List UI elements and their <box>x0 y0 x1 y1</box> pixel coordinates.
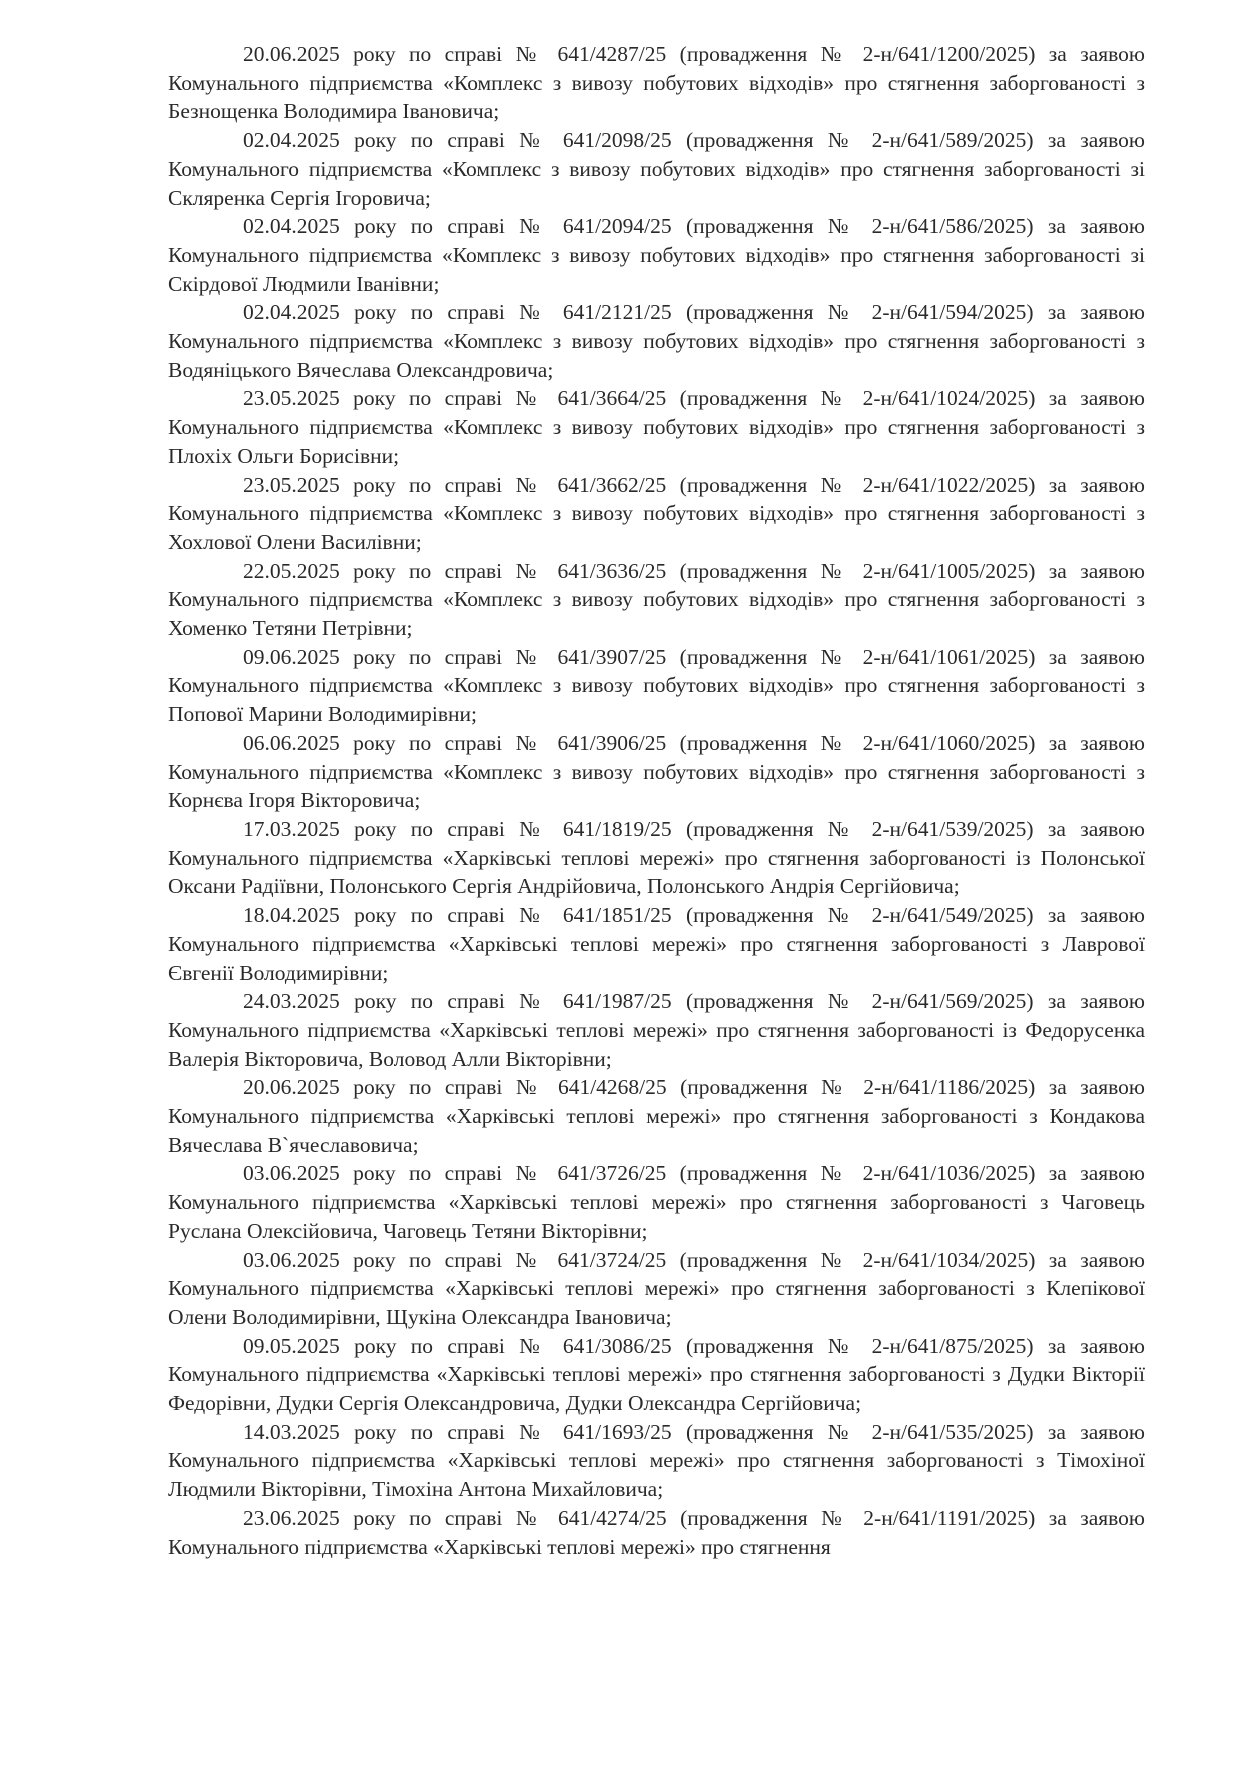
paragraph-12: 24.03.2025 року по справі № 641/1987/25 (провадження № 2-н/641/569/2025) за заявою Комунального підприємства «Харківські теплові мережі» про стягнення заборгованості із Федорусенка Валерія Вікторовича, Воловод Алли Вікторівни; <box>168 989 1145 1071</box>
paragraph-16: 09.05.2025 року по справі № 641/3086/25 (провадження № 2-н/641/875/2025) за заявою Комунального підприємства «Харківські теплові мережі» про стягнення заборгованості з Дудки Вікторії Федорівни, Дудки Сергія Олександровича, Дудки Олександра Сергійовича; <box>168 1333 1145 1416</box>
document-body <box>168 40 1145 1561</box>
paragraph-15: 03.06.2025 року по справі № 641/3724/25 (провадження № 2-н/641/1034/2025) за заявою Комунального підприємства «Харківські теплові мережі» про стягнення заборгованості з Клепікової Олени Володимирівни, Щукіна Олександра Івановича; <box>168 1247 1145 1329</box>
paragraph-1: 20.06.2025 року по справі № 641/4287/25 (провадження № 2-н/641/1200/2025) за заявою Комунального підприємства «Комплекс з вивозу побутових відходів» про стягнення заборгованості з Безнощенка Володимира Івановича; <box>168 42 1145 124</box>
paragraph-9: 06.06.2025 року по справі № 641/3906/25 (провадження № 2-н/641/1060/2025) за заявою Комунального підприємства «Комплекс з вивозу побутових відходів» про стягнення заборгованості з Корнєва Ігоря Вікторовича; <box>168 730 1145 813</box>
paragraph-4: 02.04.2025 року по справі № 641/2121/25 (провадження № 2-н/641/594/2025) за заявою Комунального підприємства «Комплекс з вивозу побутових відходів» про стягнення заборгованості з Водяніцького Вячеслава Олександровича; <box>168 300 1145 382</box>
paragraph-2: 02.04.2025 року по справі № 641/2098/25 (провадження № 2-н/641/589/2025) за заявою Комунального підприємства «Комплекс з вивозу побутових відходів» про стягнення заборгованості зі Скляренка Сергія Ігоровича; <box>168 128 1145 210</box>
paragraph-8: 09.06.2025 року по справі № 641/3907/25 (провадження № 2-н/641/1061/2025) за заявою Комунального підприємства «Комплекс з вивозу побутових відходів» про стягнення заборгованості з Попової Марини Володимирівни; <box>168 644 1145 727</box>
paragraph-10: 17.03.2025 року по справі № 641/1819/25 (провадження № 2-н/641/539/2025) за заявою Комунального підприємства «Харківські теплові мережі» про стягнення заборгованості із Полонської Оксани Радіївни, Полонського Сергія Андрійовича, Полонського Андрія Сергійовича; <box>168 816 1145 899</box>
paragraph-3: 02.04.2025 року по справі № 641/2094/25 (провадження № 2-н/641/586/2025) за заявою Комунального підприємства «Комплекс з вивозу побутових відходів» про стягнення заборгованості зі Скірдової Людмили Іванівни; <box>168 214 1145 296</box>
paragraph-14: 03.06.2025 року по справі № 641/3726/25 (провадження № 2-н/641/1036/2025) за заявою Комунального підприємства «Харківські теплові мережі» про стягнення заборгованості з Чаговець Руслана Олексійовича, Чаговець Тетяни Вікторівни; <box>168 1161 1145 1243</box>
paragraph-6: 23.05.2025 року по справі № 641/3662/25 (провадження № 2-н/641/1022/2025) за заявою Комунального підприємства «Комплекс з вивозу побутових відходів» про стягнення заборгованості з Хохлової Олени Василівни; <box>168 472 1145 554</box>
paragraph-18: 23.06.2025 року по справі № 641/4274/25 (провадження № 2-н/641/1191/2025) за заявою Комунального підприємства «Харківські теплові мережі» про стягнення <box>168 1505 1145 1559</box>
paragraph-7: 22.05.2025 року по справі № 641/3636/25 (провадження № 2-н/641/1005/2025) за заявою Комунального підприємства «Комплекс з вивозу побутових відходів» про стягнення заборгованості з Хоменко Тетяни Петрівни; <box>168 558 1145 641</box>
paragraph-11: 18.04.2025 року по справі № 641/1851/25 (провадження № 2-н/641/549/2025) за заявою Комунального підприємства «Харківські теплові мережі» про стягнення заборгованості з Лаврової Євгенії Володимирівни; <box>168 903 1145 985</box>
paragraph-17: 14.03.2025 року по справі № 641/1693/25 (провадження № 2-н/641/535/2025) за заявою Комунального підприємства «Харківські теплові мережі» про стягнення заборгованості з Тімохіної Людмили Вікторівни, Тімохіна Антона Михайловича; <box>168 1419 1145 1502</box>
paragraph-13: 20.06.2025 року по справі № 641/4268/25 (провадження № 2-н/641/1186/2025) за заявою Комунального підприємства «Харківські теплові мережі» про стягнення заборгованості з Кондакова Вячеслава В`ячеславовича; <box>168 1075 1145 1157</box>
paragraph-5: 23.05.2025 року по справі № 641/3664/25 (провадження № 2-н/641/1024/2025) за заявою Комунального підприємства «Комплекс з вивозу побутових відходів» про стягнення заборгованості з Плохіх Ольги Борисівни; <box>168 386 1145 468</box>
